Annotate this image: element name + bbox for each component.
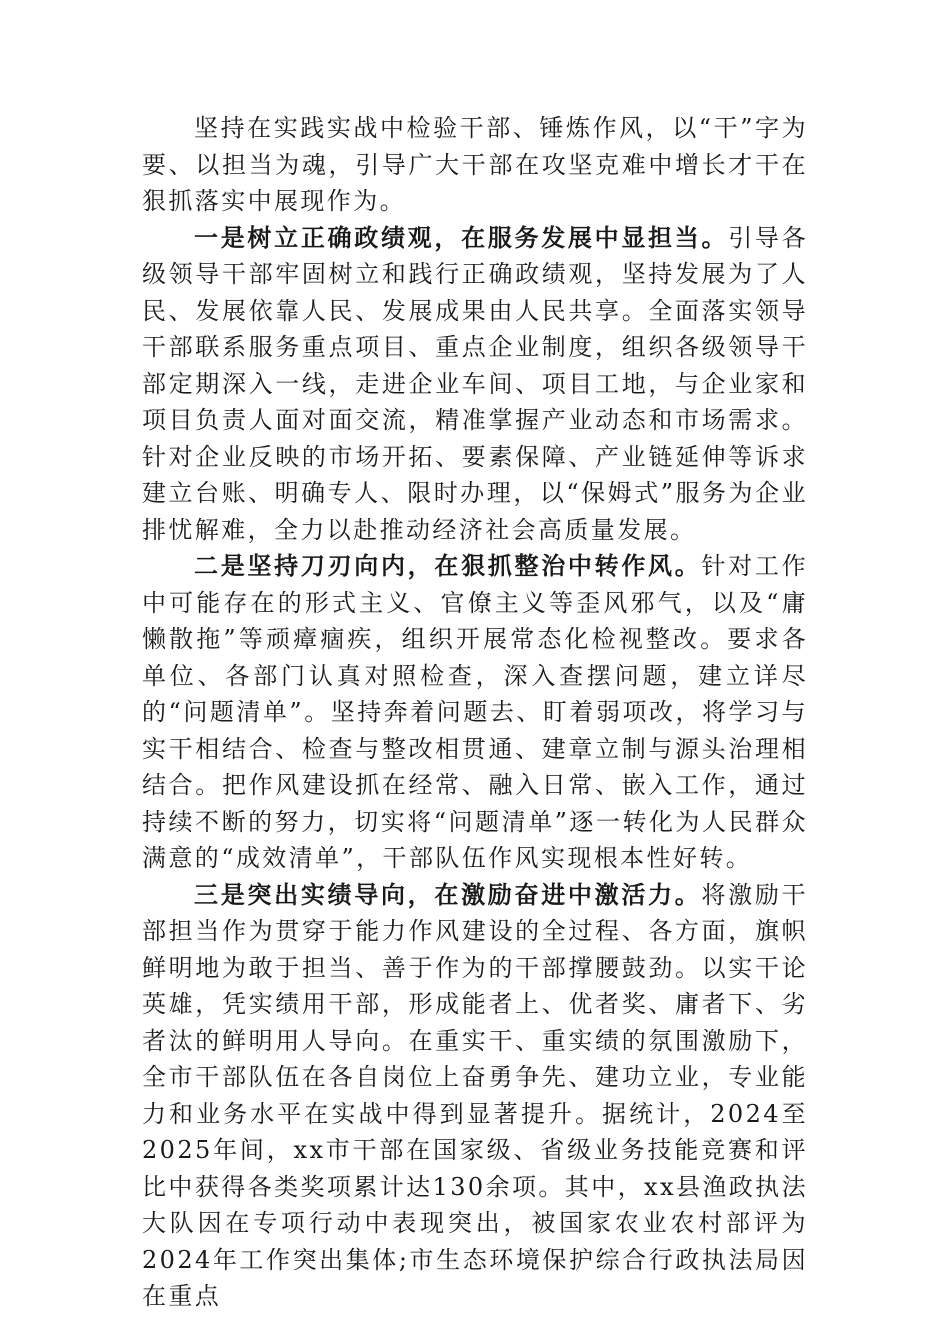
document-page [142, 110, 808, 1315]
paragraph-lead: 三是突出实绩导向，在激励奋进中激活力。 [194, 880, 702, 909]
paragraph-point-2 [142, 548, 808, 877]
paragraph-text: 坚持在实践实战中检验干部、锤炼作风，以“干”字为要、以担当为魂，引导广大干部在攻坚克难中增长才干在狠抓落实中展现作为。 [142, 114, 808, 215]
paragraph-text: 将激励干部担当作为贯穿于能力作风建设的全过程、各方面，旗帜鲜明地为敢于担当、善于作为的干部撑腰鼓劲。以实干论英雄，凭实绩用干部，形成能者上、优者奖、庸者下、劣者汰的鲜明用人导向。在重实干、重实绩的氛围激励下，全市干部队伍在各自岗位上奋勇争先、建功立业，专业能力和业务水平在实战中得到显著提升。据统计，2024至2025年间，xx市干部在国家级、省级业务技能竞赛和评比中获得各类奖项累计达130余项。其中，xx县渔政执法大队因在专项行动中表现突出，被国家农业农村部评为2024年工作突出集体;市生态环境保护综合行政执法局因在重点 [142, 880, 808, 1310]
paragraph-intro [142, 110, 808, 220]
paragraph-point-3 [142, 877, 808, 1315]
paragraph-lead: 一是树立正确政绩观，在服务发展中显担当。 [194, 223, 729, 252]
paragraph-text: 引导各级领导干部牢固树立和践行正确政绩观，坚持发展为了人民、发展依靠人民、发展成果由人民共享。全面落实领导干部联系服务重点项目、重点企业制度，组织各级领导干部定期深入一线，走进企业车间、项目工地，与企业家和项目负责人面对面交流，精准掌握产业动态和市场需求。针对企业反映的市场开拓、要素保障、产业链延伸等诉求建立台账、明确专人、限时办理，以“保姆式”服务为企业排忧解难，全力以赴推动经济社会高质量发展。 [142, 223, 809, 544]
paragraph-lead: 二是坚持刀刃向内，在狠抓整治中转作风。 [194, 552, 702, 580]
paragraph-point-1 [142, 220, 808, 549]
paragraph-text: 针对工作中可能存在的形式主义、官僚主义等歪风邪气，以及“庸懒散拖”等顽瘴痼疾，组织开展常态化检视整改。要求各单位、各部门认真对照检查，深入查摆问题，建立详尽的“问题清单”。坚持奔着问题去、盯着弱项改，将学习与实干相结合、检查与整改相贯通、建章立制与源头治理相结合。把作风建设抓在经常、融入日常、嵌入工作，通过持续不断的努力，切实将“问题清单”逐一转化为人民群众满意的“成效清单”，干部队伍作风实现根本性好转。 [142, 552, 808, 872]
